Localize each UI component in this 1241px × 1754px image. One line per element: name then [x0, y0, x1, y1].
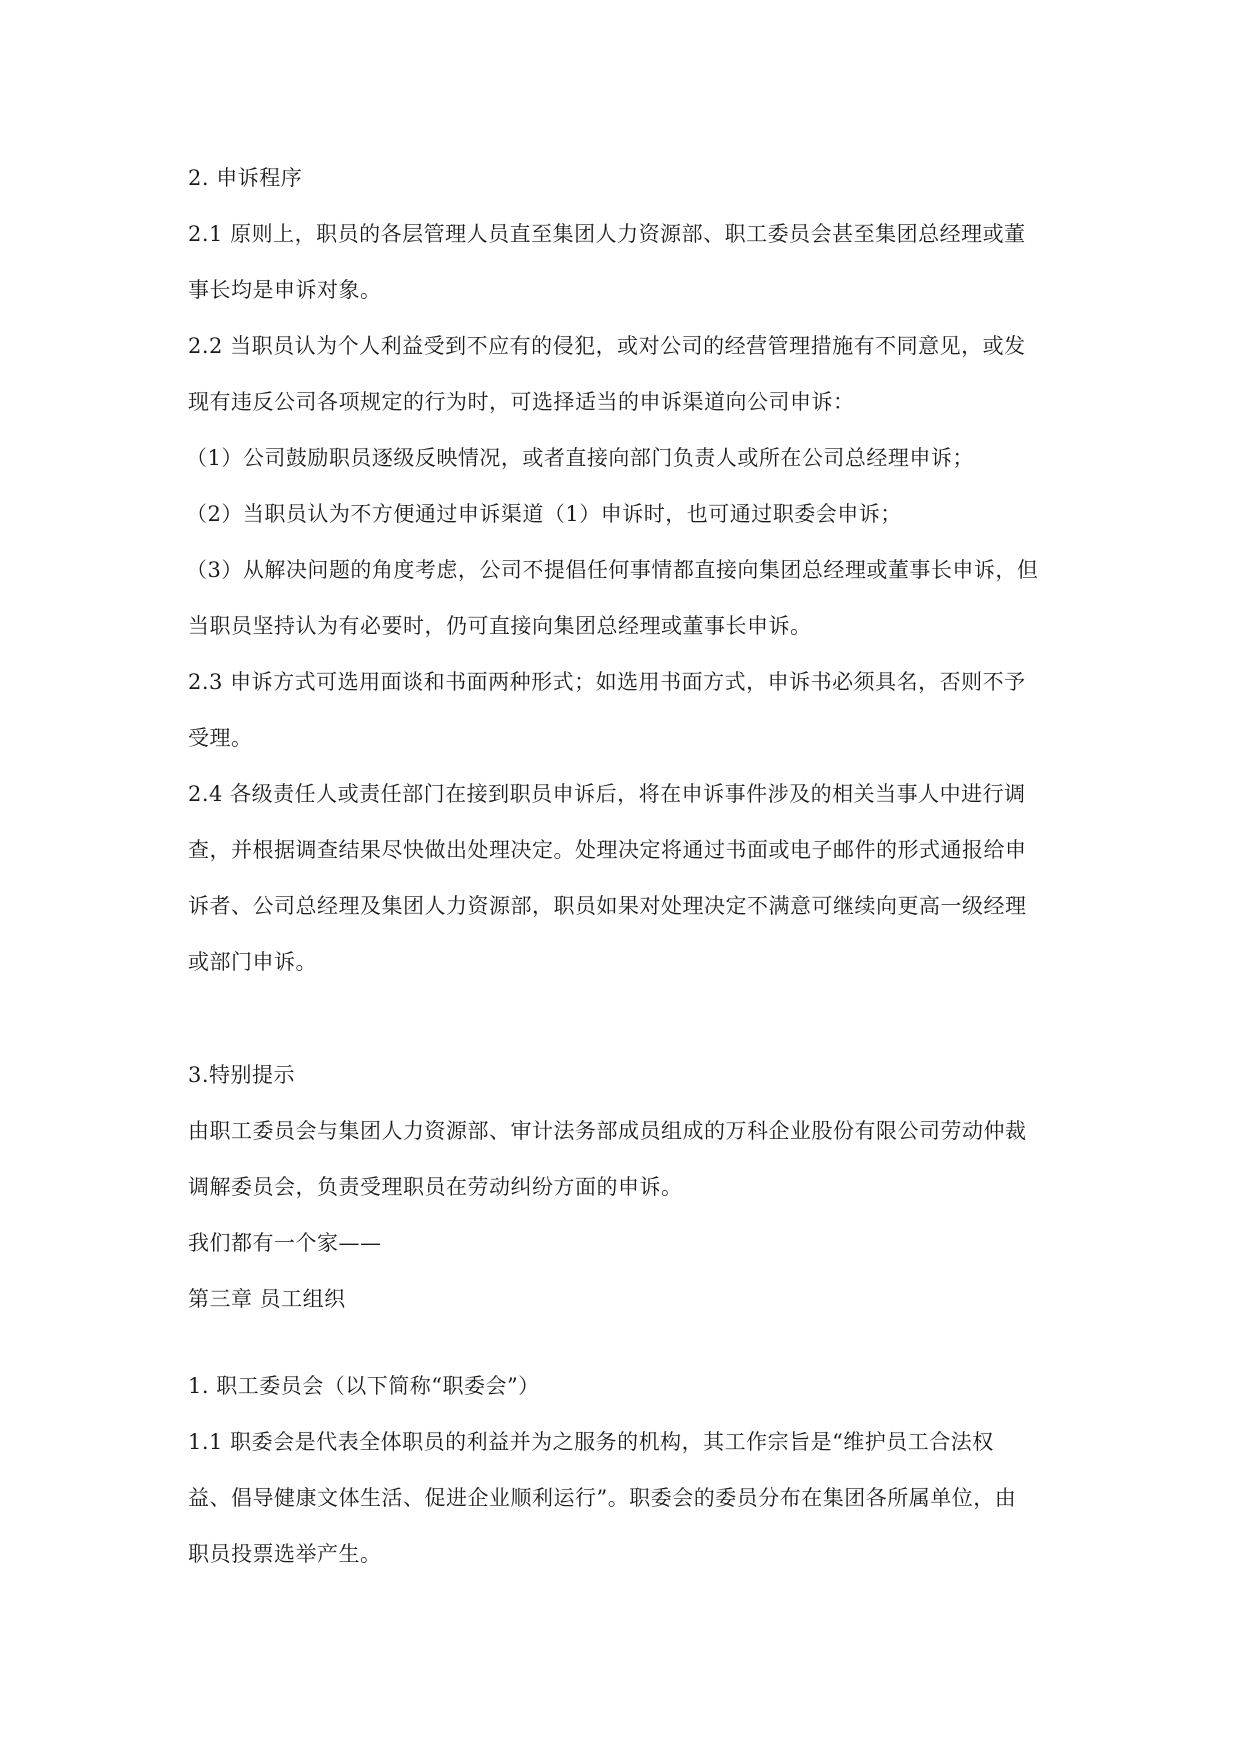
paragraph-line: 当职员坚持认为有必要时，仍可直接向集团总经理或董事长申诉。 — [188, 614, 812, 638]
paragraph-line: 诉者、公司总经理及集团人力资源部，职员如果对处理决定不满意可继续向更高一级经理 — [188, 894, 1027, 918]
paragraph-line: 益、倡导健康文体生活、促进企业顺利运行”。职委会的委员分布在集团各所属单位，由 — [188, 1486, 1017, 1510]
paragraph-line: 受理。 — [188, 726, 253, 750]
paragraph-line: 我们都有一个家—— — [188, 1231, 382, 1255]
list-item: （2）当职员认为不方便通过申诉渠道（1）申诉时，也可通过职委会申诉； — [186, 502, 902, 526]
list-item: （3）从解决问题的角度考虑，公司不提倡任何事情都直接向集团总经理或董事长申诉，但 — [186, 558, 1039, 582]
paragraph-line: 或部门申诉。 — [188, 950, 317, 974]
paragraph-line: 2.1 原则上，职员的各层管理人员直至集团人力资源部、职工委员会甚至集团总经理或董 — [188, 222, 1026, 246]
section-heading-staff-committee: 1. 职工委员会（以下简称“职委会”） — [188, 1374, 540, 1398]
section-heading-appeal-procedure: 2. 申诉程序 — [188, 166, 303, 190]
paragraph-line: 1.1 职委会是代表全体职员的利益并为之服务的机构，其工作宗旨是“维护员工合法权 — [188, 1430, 994, 1454]
paragraph-line: 2.4 各级责任人或责任部门在接到职员申诉后，将在申诉事件涉及的相关当事人中进行调 — [188, 782, 1026, 806]
section-heading-special-notice: 3.特别提示 — [188, 1063, 296, 1087]
paragraph-line: 职员投票选举产生。 — [188, 1542, 382, 1566]
paragraph-line: 现有违反公司各项规定的行为时，可选择适当的申诉渠道向公司申诉： — [188, 390, 855, 414]
paragraph-line: 查，并根据调查结果尽快做出处理决定。处理决定将通过书面或电子邮件的形式通报给申 — [188, 838, 1027, 862]
paragraph-line: 调解委员会，负责受理职员在劳动纠纷方面的申诉。 — [188, 1175, 683, 1199]
paragraph-line: 事长均是申诉对象。 — [188, 278, 382, 302]
paragraph-line: 由职工委员会与集团人力资源部、审计法务部成员组成的万科企业股份有限公司劳动仲裁 — [188, 1119, 1027, 1143]
paragraph-line: 2.3 申诉方式可选用面谈和书面两种形式；如选用书面方式，申诉书必须具名，否则不予 — [188, 670, 1026, 694]
paragraph-line: 2.2 当职员认为个人利益受到不应有的侵犯，或对公司的经营管理措施有不同意见，或发 — [188, 334, 1026, 358]
list-item: （1）公司鼓励职员逐级反映情况，或者直接向部门负责人或所在公司总经理申诉； — [186, 446, 974, 470]
chapter-heading: 第三章 员工组织 — [188, 1287, 346, 1311]
